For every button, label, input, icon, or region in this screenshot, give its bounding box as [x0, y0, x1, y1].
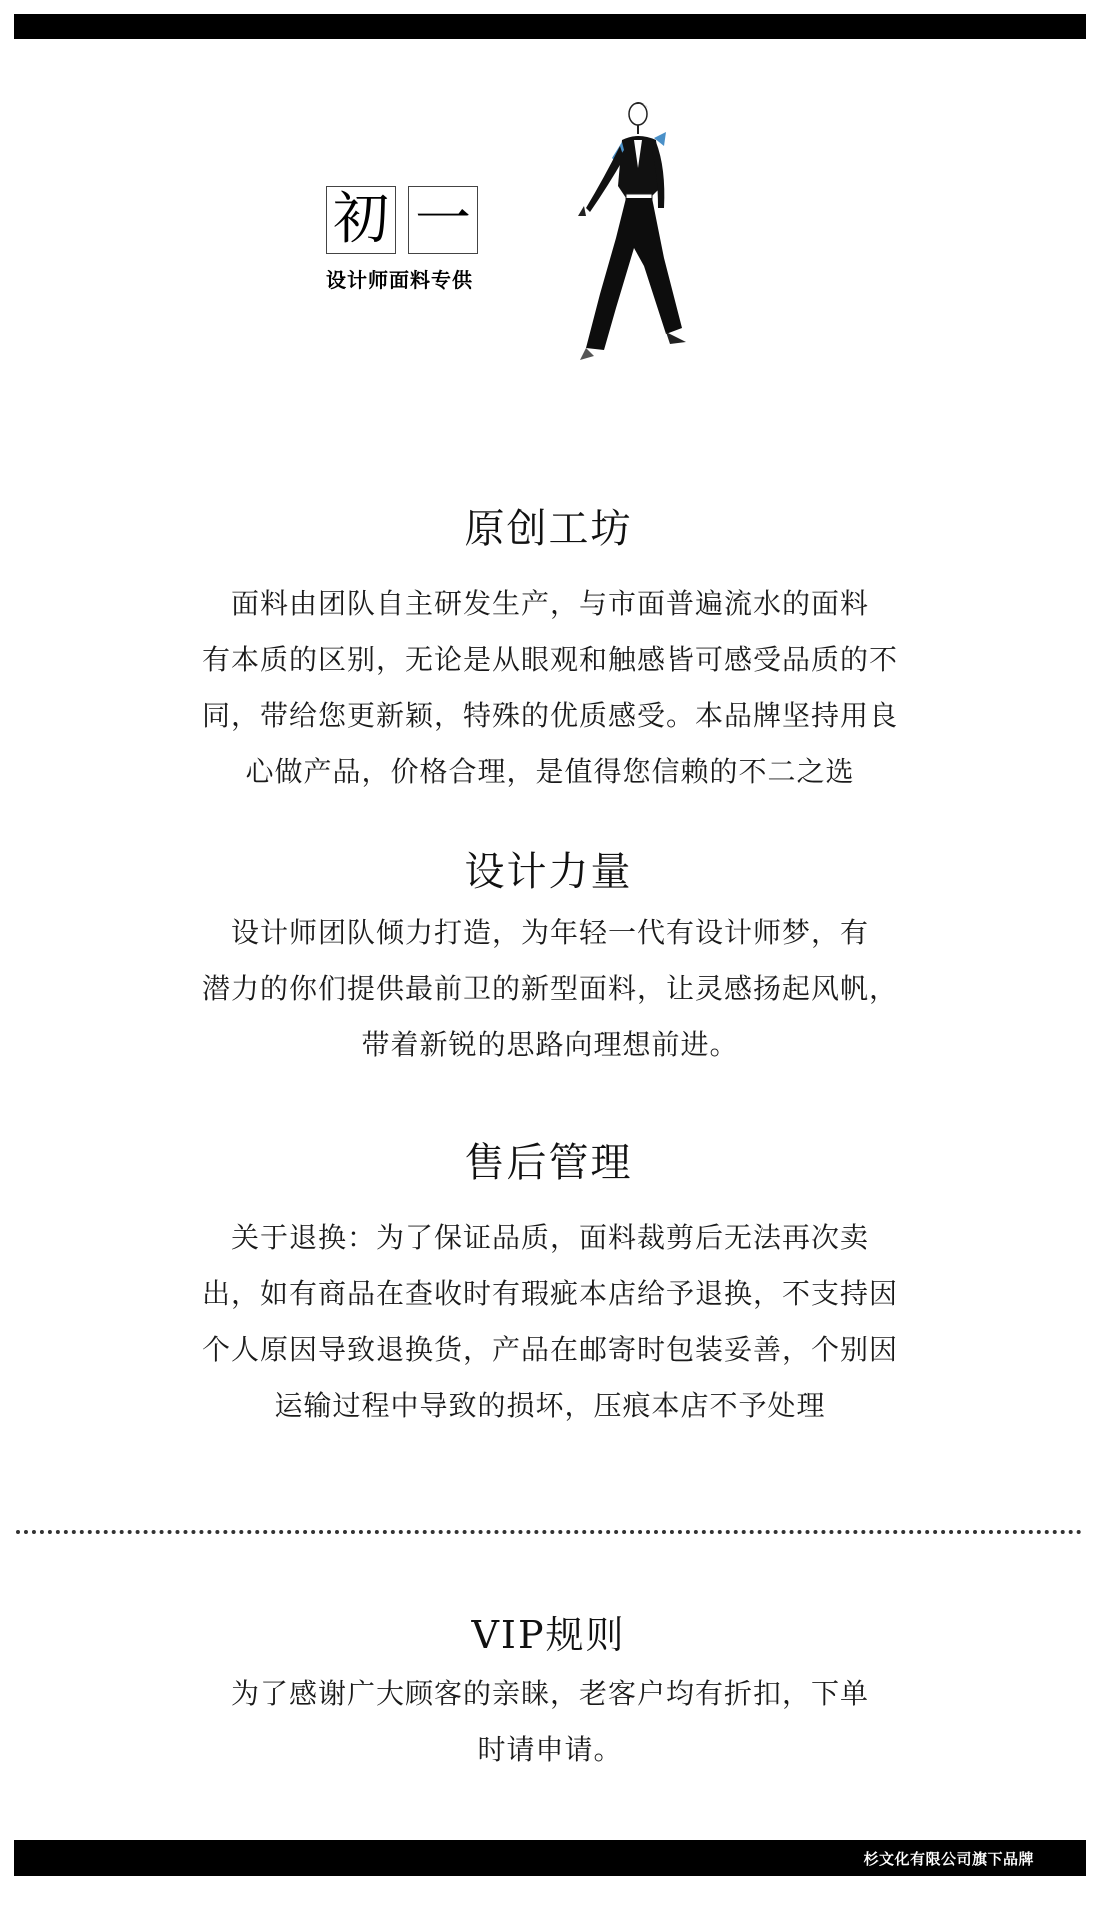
- section-title-after-sales: 售后管理: [464, 1140, 633, 1186]
- logo-char-1: 初: [326, 186, 396, 254]
- paragraph-line: 有本质的区别，无论是从眼观和触感皆可感受品质的不: [201, 643, 898, 676]
- paragraph-line: 关于退换：为了保证品质，面料裁剪后无法再次卖: [230, 1221, 869, 1254]
- paragraph-line: 运输过程中导致的损坏，压痕本店不予处理: [274, 1389, 826, 1422]
- paragraph-line: 潜力的你们提供最前卫的新型面料，让灵感扬起风帆，: [201, 972, 898, 1005]
- paragraph-line: 面料由团队自主研发生产，与市面普遍流水的面料: [230, 587, 869, 620]
- brand-logo: [326, 186, 496, 293]
- dotted-divider: [16, 1530, 1082, 1534]
- logo-tagline: 设计师面料专供: [326, 268, 473, 292]
- section-body-design-power: [130, 905, 970, 1073]
- section-body-vip-rules: [130, 1666, 970, 1778]
- footer-brand-text: 杉文化有限公司旗下品牌: [863, 1850, 1034, 1868]
- logo-char-2: 一: [408, 186, 478, 254]
- footer-bar: [14, 1840, 1086, 1876]
- paragraph-line: 为了感谢广大顾客的亲睐，老客户均有折扣，下单: [230, 1677, 869, 1710]
- fashion-figure-illustration: [560, 98, 700, 364]
- paragraph-line: 出，如有商品在查收时有瑕疵本店给予退换，不支持因: [201, 1277, 898, 1310]
- section-title-original-workshop: 原创工坊: [464, 506, 633, 552]
- logo-characters: [326, 186, 496, 256]
- section-body-original-workshop: [130, 576, 970, 800]
- paragraph-line: 带着新锐的思路向理想前进。: [361, 1028, 739, 1061]
- top-bar: [14, 14, 1086, 39]
- paragraph-line: 设计师团队倾力打造，为年轻一代有设计师梦，有: [230, 916, 869, 949]
- paragraph-line: 时请申请。: [477, 1733, 623, 1766]
- section-title-design-power: 设计力量: [464, 849, 633, 895]
- section-title-vip-rules: VIP规则: [471, 1613, 626, 1657]
- section-body-after-sales: [130, 1210, 970, 1434]
- paragraph-line: 同，带给您更新颖，特殊的优质感受。本品牌坚持用良: [201, 699, 898, 732]
- paragraph-line: 心做产品，价格合理，是值得您信赖的不二之选: [245, 755, 855, 788]
- paragraph-line: 个人原因导致退换货，产品在邮寄时包装妥善，个别因: [201, 1333, 898, 1366]
